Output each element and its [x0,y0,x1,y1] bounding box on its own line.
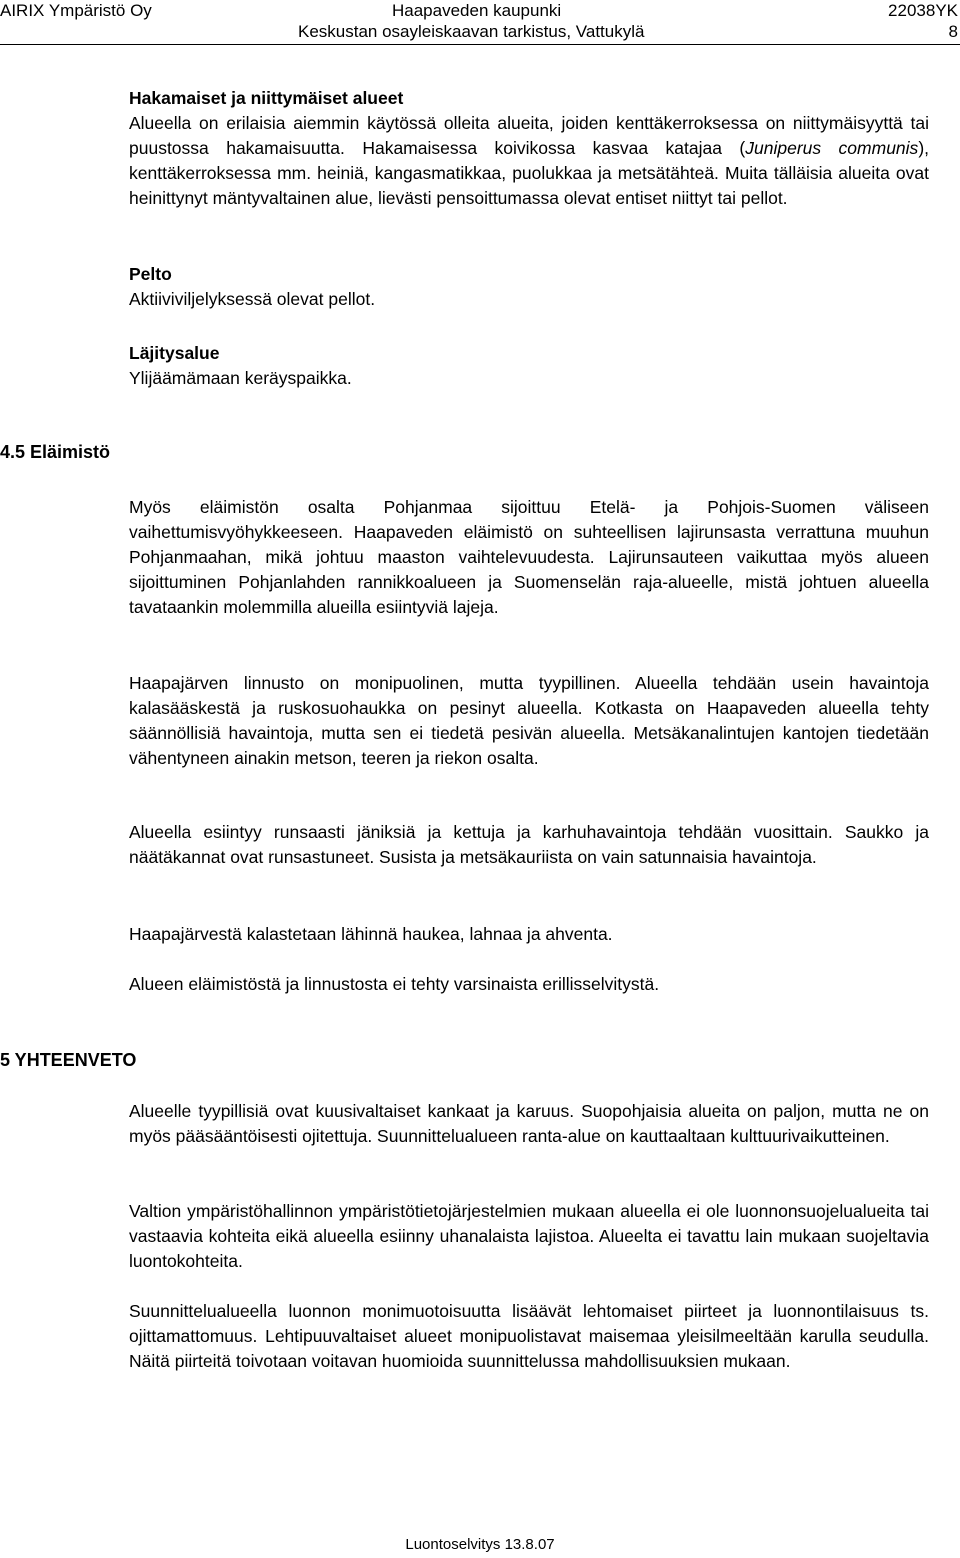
section-4-5-p1: Myös eläimistön osalta Pohjanmaa sijoittuu Etelä- ja Pohjois-Suomen väliseen vaihettumisvyöhykkeeseen. Haapaveden eläimistö on suhteellisen lajirunsasta verrattuna muuhun Pohjanmaahan, mikä johtuu maaston vaihtelevuudesta. Lajirunsauteen vaikuttaa myös alueen sijoittuminen Pohjanlahden rannikkoalueen ja Suomenselän raja-alueelle, mistä johtuen alueella tavataankin molemmilla alueilla esiintyviä lajeja. [129,497,929,617]
header-divider [0,44,960,45]
header-project: Keskustan osayleiskaavan tarkistus, Vattukylä [298,22,645,41]
hakamaiset-text [129,111,929,211]
hakamaiset-block [129,86,929,211]
section-5-p3: Suunnittelualueella luonnon monimuotoisuutta lisäävät lehtomaiset piirteet ja luonnontilaisuus ts. ojittamattomuus. Lehtipuuvaltaiset alueet monipuolistavat maisemaa yleisilmeeltään karulla seudulla. Näitä piirteitä toivotaan voitavan huomioida suunnittelussa mahdollisuuksien mukaan. [129,1301,929,1371]
page-header [0,0,960,44]
section-5-p1: Alueelle tyypillisiä ovat kuusivaltaiset kankaat ja karuus. Suopohjaisia alueita on paljon, mutta ne on myös pääsääntöisesti ojitettuja. Suunnittelualueen ranta-alue on kauttaaltaan kulttuurivaikutteinen. [129,1101,929,1146]
section-4-5-heading: 4.5 Eläimistö [0,442,111,462]
section-5-heading: 5 YHTEENVETO [0,1050,137,1070]
lajitysalue-heading: Läjitysalue [129,343,220,363]
hakamaiset-text-2: ), kenttäkerroksessa mm. heiniä, kangasmatikkaa, puolukkaa ja metsätähteä. Muita tälläisia alueita ovat heinittynyt mäntyvaltainen alue, lievästi pensoittumassa olevat entiset niittyt tai pellot. [129,138,930,208]
header-company: AIRIX Ympäristö Oy [0,1,152,20]
section-4-5-p5: Alueen eläimistöstä ja linnustosta ei tehty varsinaista erillisselvitystä. [129,974,660,994]
pelto-block [129,262,929,312]
section-5-p2: Valtion ympäristöhallinnon ympäristötietojärjestelmien mukaan alueella ei ole luonnonsuojelualueita tai vastaavia kohteita eikä alueella esiinny uhanalaista lajistoa. Alueelta ei tavattu lain mukaan suojeltavia luontokohteita. [129,1201,929,1271]
pelto-text: Aktiiviviljelyksessä olevat pellot. [129,289,376,309]
header-project-code: 22038YK [888,1,958,20]
hakamaiset-latin-name: Juniperus communis [745,138,919,158]
hakamaiset-text-1: Alueella on erilaisia aiemmin käytössä olleita alueita, joiden kenttäkerroksessa on niittymäisyyttä tai puustossa hakamaisuutta. Hakamaisessa koivikossa kasvaa katajaa ( [129,113,929,158]
section-4-5-p3: Alueella esiintyy runsaasti jäniksiä ja kettuja ja karhuhavaintoja tehdään vuosittain. Saukko ja näätäkannat ovat runsastuneet. Susista ja metsäkauriista on vain satunnaisia havaintoja. [129,822,929,867]
header-page-number: 8 [948,22,958,41]
header-client: Haapaveden kaupunki [392,1,562,20]
pelto-heading: Pelto [129,264,172,284]
lajitysalue-text: Ylijäämämaan keräyspaikka. [129,368,352,388]
section-4-5-p2: Haapajärven linnusto on monipuolinen, mutta tyypillinen. Alueella tehdään usein havaintoja kalasääskestä ja ruskosuohaukka on pesinyt alueella. Kotkasta on Haapaveden alueella tehty säännöllisiä havaintoja, mutta sen ei tiedetä pesivän alueella. Metsäkanalintujen kantojen tiedetään vähentyneen ainakin metson, teeren ja riekon osalta. [129,673,929,768]
page-footer: Luontoselvitys 13.8.07 [405,1536,555,1553]
lajitysalue-block [129,341,929,391]
section-4-5-p4: Haapajärvestä kalastetaan lähinnä haukea, lahnaa ja ahventa. [129,924,613,944]
hakamaiset-heading: Hakamaiset ja niittymäiset alueet [129,88,404,108]
